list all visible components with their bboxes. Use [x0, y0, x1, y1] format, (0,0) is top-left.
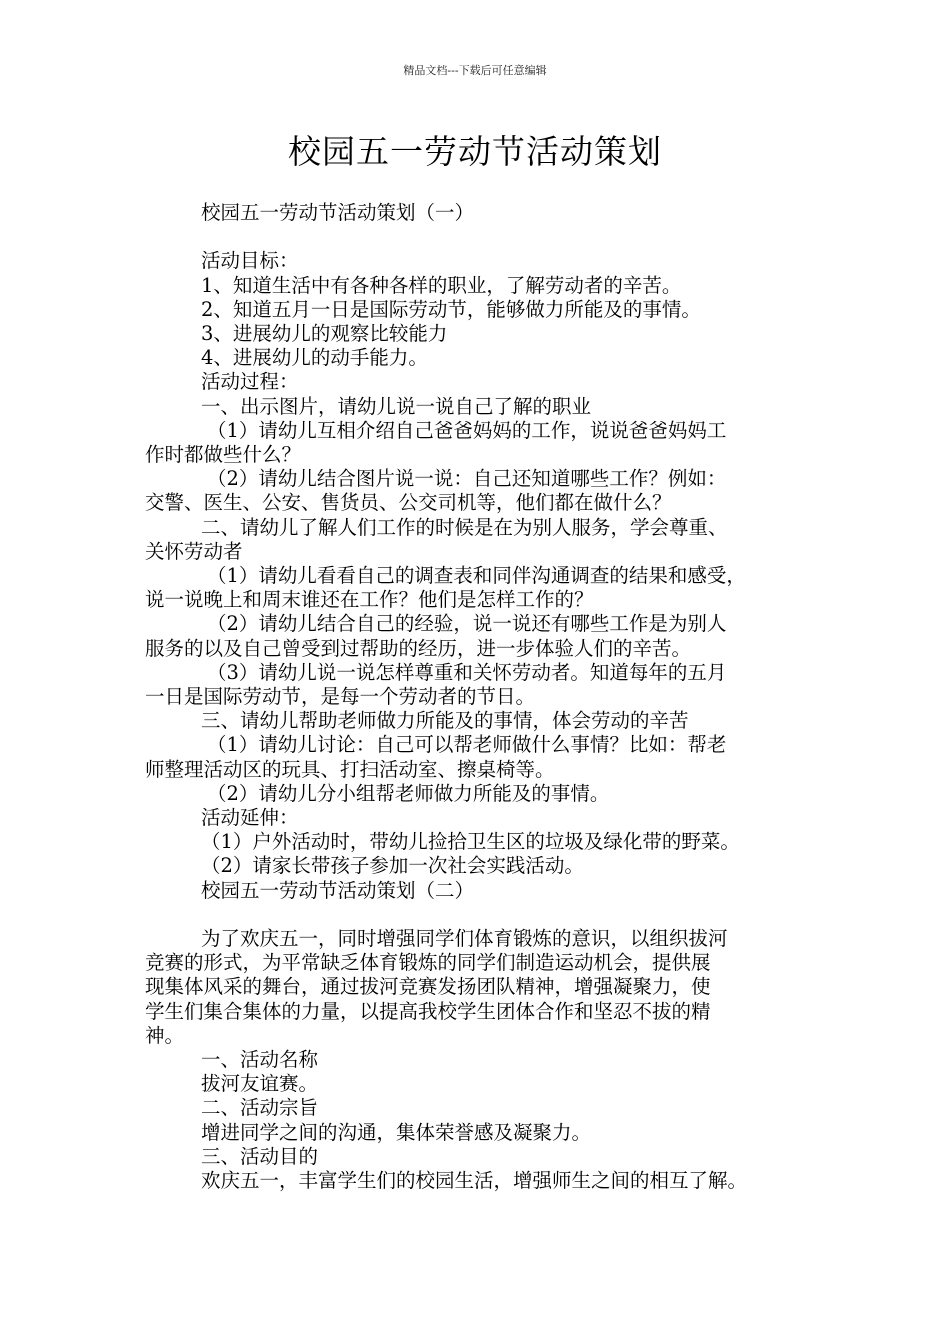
- paragraph-line: 增进同学之间的沟通，集体荣誉感及凝聚力。: [201, 1120, 592, 1144]
- paragraph-line: 活动过程：: [201, 370, 299, 394]
- paragraph-line: 现集体风采的舞台，通过拔河竞赛发扬团队精神，增强凝聚力，使: [145, 975, 711, 999]
- paragraph-line: 4、进展幼儿的动手能力。: [201, 346, 428, 370]
- paragraph-line: （2）请家长带孩子参加一次社会实践活动。: [201, 854, 584, 878]
- paragraph-line: （1）请幼儿讨论：自己可以帮老师做什么事情？比如：帮老: [207, 733, 727, 757]
- paragraph-line: （3）请幼儿说一说怎样尊重和关怀劳动者。知道每年的五月: [207, 660, 727, 684]
- paragraph-line: 为了欢庆五一，同时增强同学们体育锻炼的意识，以组织拔河: [201, 927, 728, 951]
- paragraph-line: 校园五一劳动节活动策划（一）: [201, 201, 475, 224]
- paragraph-line: 师整理活动区的玩具、打扫活动室、擦桌椅等。: [145, 757, 555, 781]
- paragraph-line: （1）请幼儿看看自己的调查表和同伴沟通调查的结果和感受，: [207, 564, 746, 588]
- paragraph-line: （2）请幼儿分小组帮老师做力所能及的事情。: [207, 781, 610, 805]
- paragraph-line: 活动延伸：: [201, 806, 299, 830]
- paragraph-line: 1、知道生活中有各种各样的职业，了解劳动者的辛苦。: [201, 273, 682, 297]
- document-title: 校园五一劳动节活动策划: [288, 132, 662, 171]
- document-body: [145, 201, 845, 1193]
- paragraph-line: 竞赛的形式，为平常缺乏体育锻炼的同学们制造运动机会，提供展: [145, 951, 711, 975]
- paragraph-line: 活动目标：: [201, 249, 299, 273]
- paragraph-line: 关怀劳动者: [145, 539, 243, 563]
- paragraph-line: 服务的以及自己曾受到过帮助的经历，进一步体验人们的辛苦。: [145, 636, 692, 660]
- paragraph-line: 一、出示图片，请幼儿说一说自己了解的职业: [201, 394, 592, 418]
- paragraph-line: 三、活动目的: [201, 1144, 319, 1168]
- paragraph-line: （1）户外活动时，带幼儿捡拾卫生区的垃圾及绿化带的野菜。: [201, 830, 740, 854]
- paragraph-line: 一、活动名称: [201, 1048, 319, 1072]
- paragraph-line: 交警、医生、公安、售货员、公交司机等，他们都在做什么？: [145, 491, 672, 515]
- blank-line: [145, 225, 845, 249]
- paragraph-line: 神。: [145, 1023, 185, 1047]
- paragraph-line: （2）请幼儿结合图片说一说：自己还知道哪些工作？例如：: [207, 467, 727, 491]
- paragraph-line: 三、请幼儿帮助老师做力所能及的事情，体会劳动的辛苦: [201, 709, 689, 733]
- paragraph-line: （1）请幼儿互相介绍自己爸爸妈妈的工作，说说爸爸妈妈工: [207, 418, 727, 442]
- paragraph-line: 2、知道五月一日是国际劳动节，能够做力所能及的事情。: [201, 297, 701, 321]
- paragraph-line: 校园五一劳动节活动策划（二）: [201, 878, 475, 902]
- paragraph-line: 二、请幼儿了解人们工作的时候是在为别人服务，学会尊重、: [201, 515, 728, 539]
- paragraph-line: 二、活动宗旨: [201, 1096, 319, 1120]
- paragraph-line: 说一说晚上和周末谁还在工作？他们是怎样工作的？: [145, 588, 594, 612]
- paragraph-line: 学生们集合集体的力量，以提高我校学生团体合作和坚忍不拔的精: [145, 999, 711, 1023]
- paragraph-line: 作时都做些什么？: [145, 443, 302, 467]
- paragraph-line: （2）请幼儿结合自己的经验，说一说还有哪些工作是为别人: [207, 612, 727, 636]
- paragraph-line: 拔河友谊赛。: [201, 1072, 319, 1096]
- paragraph-line: 一日是国际劳动节，是每一个劳动者的节日。: [145, 685, 536, 709]
- paragraph-line: 3、进展幼儿的观察比较能力: [201, 322, 448, 345]
- paragraph-line: 欢庆五一，丰富学生们的校园生活，增强师生之间的相互了解。: [201, 1169, 748, 1193]
- blank-line: [145, 903, 845, 927]
- header-note: 精品文档---下载后可任意编辑: [403, 64, 547, 77]
